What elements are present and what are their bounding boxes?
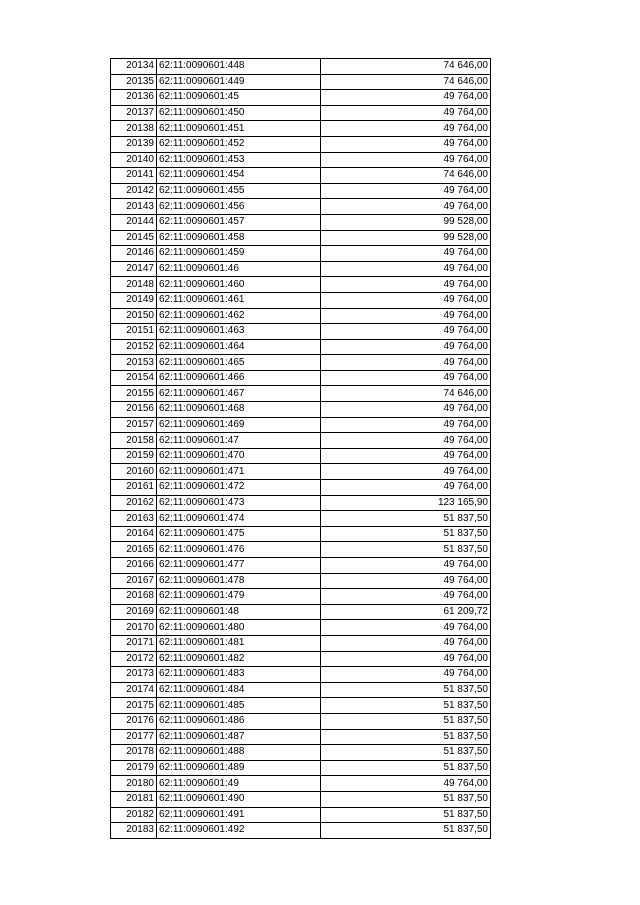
cadastral-number-cell: 62:11:0090601:48	[157, 604, 321, 620]
cadastral-number-cell: 62:11:0090601:481	[157, 635, 321, 651]
cadastral-number-cell: 62:11:0090601:465	[157, 355, 321, 371]
value-cell: 49 764,00	[321, 558, 491, 574]
row-number-cell: 20175	[111, 698, 157, 714]
table-row	[111, 729, 491, 745]
table-row	[111, 807, 491, 823]
table-row	[111, 667, 491, 683]
value-cell: 51 837,50	[321, 682, 491, 698]
value-cell: 49 764,00	[321, 370, 491, 386]
value-cell: 74 646,00	[321, 74, 491, 90]
table-row	[111, 791, 491, 807]
table-row	[111, 183, 491, 199]
value-cell: 51 837,50	[321, 791, 491, 807]
cadastral-number-cell: 62:11:0090601:487	[157, 729, 321, 745]
row-number-cell: 20157	[111, 417, 157, 433]
row-number-cell: 20138	[111, 121, 157, 137]
cadastral-number-cell: 62:11:0090601:478	[157, 573, 321, 589]
value-cell: 49 764,00	[321, 776, 491, 792]
cadastral-value-table	[110, 58, 491, 839]
row-number-cell: 20168	[111, 589, 157, 605]
value-cell: 51 837,50	[321, 729, 491, 745]
table-row	[111, 448, 491, 464]
cadastral-number-cell: 62:11:0090601:468	[157, 402, 321, 418]
value-cell: 61 209,72	[321, 604, 491, 620]
cadastral-number-cell: 62:11:0090601:453	[157, 152, 321, 168]
table-row	[111, 635, 491, 651]
row-number-cell: 20174	[111, 682, 157, 698]
row-number-cell: 20152	[111, 339, 157, 355]
table-row	[111, 589, 491, 605]
cadastral-number-cell: 62:11:0090601:460	[157, 277, 321, 293]
value-cell: 49 764,00	[321, 277, 491, 293]
value-cell: 99 528,00	[321, 230, 491, 246]
table-row	[111, 324, 491, 340]
value-cell: 49 764,00	[321, 183, 491, 199]
row-number-cell: 20139	[111, 136, 157, 152]
row-number-cell: 20169	[111, 604, 157, 620]
row-number-cell: 20134	[111, 59, 157, 75]
table-row	[111, 136, 491, 152]
cadastral-number-cell: 62:11:0090601:463	[157, 324, 321, 340]
table-row	[111, 495, 491, 511]
row-number-cell: 20166	[111, 558, 157, 574]
cadastral-number-cell: 62:11:0090601:47	[157, 433, 321, 449]
table-row	[111, 760, 491, 776]
cadastral-number-cell: 62:11:0090601:473	[157, 495, 321, 511]
value-cell: 51 837,50	[321, 823, 491, 839]
row-number-cell: 20146	[111, 246, 157, 262]
value-cell: 49 764,00	[321, 246, 491, 262]
cadastral-number-cell: 62:11:0090601:455	[157, 183, 321, 199]
table-row	[111, 277, 491, 293]
row-number-cell: 20136	[111, 90, 157, 106]
cadastral-number-cell: 62:11:0090601:474	[157, 511, 321, 527]
cadastral-number-cell: 62:11:0090601:46	[157, 261, 321, 277]
cadastral-number-cell: 62:11:0090601:471	[157, 464, 321, 480]
cadastral-number-cell: 62:11:0090601:472	[157, 480, 321, 496]
row-number-cell: 20135	[111, 74, 157, 90]
table-row	[111, 261, 491, 277]
row-number-cell: 20153	[111, 355, 157, 371]
row-number-cell: 20170	[111, 620, 157, 636]
value-cell: 51 837,50	[321, 713, 491, 729]
cadastral-number-cell: 62:11:0090601:457	[157, 214, 321, 230]
value-cell: 74 646,00	[321, 59, 491, 75]
cadastral-number-cell: 62:11:0090601:450	[157, 105, 321, 121]
table-row	[111, 573, 491, 589]
value-cell: 51 837,50	[321, 760, 491, 776]
row-number-cell: 20164	[111, 526, 157, 542]
value-cell: 49 764,00	[321, 136, 491, 152]
cadastral-number-cell: 62:11:0090601:466	[157, 370, 321, 386]
row-number-cell: 20156	[111, 402, 157, 418]
cadastral-number-cell: 62:11:0090601:491	[157, 807, 321, 823]
row-number-cell: 20140	[111, 152, 157, 168]
value-cell: 49 764,00	[321, 199, 491, 215]
value-cell: 51 837,50	[321, 698, 491, 714]
value-cell: 49 764,00	[321, 620, 491, 636]
cadastral-number-cell: 62:11:0090601:464	[157, 339, 321, 355]
cadastral-number-cell: 62:11:0090601:45	[157, 90, 321, 106]
cadastral-number-cell: 62:11:0090601:492	[157, 823, 321, 839]
row-number-cell: 20167	[111, 573, 157, 589]
cadastral-number-cell: 62:11:0090601:476	[157, 542, 321, 558]
table-row	[111, 246, 491, 262]
value-cell: 49 764,00	[321, 308, 491, 324]
row-number-cell: 20150	[111, 308, 157, 324]
value-cell: 99 528,00	[321, 214, 491, 230]
table-row	[111, 745, 491, 761]
row-number-cell: 20144	[111, 214, 157, 230]
value-cell: 49 764,00	[321, 152, 491, 168]
cadastral-number-cell: 62:11:0090601:461	[157, 292, 321, 308]
table-row	[111, 59, 491, 75]
table-row	[111, 698, 491, 714]
cadastral-number-cell: 62:11:0090601:483	[157, 667, 321, 683]
cadastral-number-cell: 62:11:0090601:482	[157, 651, 321, 667]
row-number-cell: 20165	[111, 542, 157, 558]
value-cell: 51 837,50	[321, 511, 491, 527]
cadastral-number-cell: 62:11:0090601:449	[157, 74, 321, 90]
row-number-cell: 20154	[111, 370, 157, 386]
value-cell: 49 764,00	[321, 589, 491, 605]
table-row	[111, 214, 491, 230]
cadastral-number-cell: 62:11:0090601:470	[157, 448, 321, 464]
row-number-cell: 20162	[111, 495, 157, 511]
value-cell: 49 764,00	[321, 651, 491, 667]
table-row	[111, 90, 491, 106]
cadastral-number-cell: 62:11:0090601:458	[157, 230, 321, 246]
table-row	[111, 823, 491, 839]
cadastral-number-cell: 62:11:0090601:49	[157, 776, 321, 792]
value-cell: 49 764,00	[321, 121, 491, 137]
value-cell: 49 764,00	[321, 433, 491, 449]
table-row	[111, 230, 491, 246]
value-cell: 51 837,50	[321, 745, 491, 761]
row-number-cell: 20180	[111, 776, 157, 792]
row-number-cell: 20179	[111, 760, 157, 776]
table-row	[111, 620, 491, 636]
value-cell: 49 764,00	[321, 355, 491, 371]
row-number-cell: 20183	[111, 823, 157, 839]
row-number-cell: 20145	[111, 230, 157, 246]
row-number-cell: 20177	[111, 729, 157, 745]
value-cell: 49 764,00	[321, 667, 491, 683]
cadastral-number-cell: 62:11:0090601:456	[157, 199, 321, 215]
cadastral-number-cell: 62:11:0090601:489	[157, 760, 321, 776]
value-cell: 74 646,00	[321, 386, 491, 402]
table-row	[111, 776, 491, 792]
row-number-cell: 20182	[111, 807, 157, 823]
row-number-cell: 20161	[111, 480, 157, 496]
row-number-cell: 20173	[111, 667, 157, 683]
value-cell: 49 764,00	[321, 339, 491, 355]
table-row	[111, 464, 491, 480]
table-row	[111, 168, 491, 184]
value-cell: 49 764,00	[321, 90, 491, 106]
row-number-cell: 20141	[111, 168, 157, 184]
cadastral-number-cell: 62:11:0090601:454	[157, 168, 321, 184]
table-row	[111, 402, 491, 418]
row-number-cell: 20137	[111, 105, 157, 121]
table-row	[111, 526, 491, 542]
value-cell: 49 764,00	[321, 261, 491, 277]
cadastral-number-cell: 62:11:0090601:490	[157, 791, 321, 807]
value-cell: 49 764,00	[321, 417, 491, 433]
cadastral-number-cell: 62:11:0090601:479	[157, 589, 321, 605]
row-number-cell: 20171	[111, 635, 157, 651]
table-row	[111, 199, 491, 215]
table-row	[111, 386, 491, 402]
table-row	[111, 121, 491, 137]
value-cell: 49 764,00	[321, 635, 491, 651]
cadastral-number-cell: 62:11:0090601:459	[157, 246, 321, 262]
cadastral-number-cell: 62:11:0090601:452	[157, 136, 321, 152]
table-row	[111, 713, 491, 729]
table-row	[111, 152, 491, 168]
cadastral-number-cell: 62:11:0090601:485	[157, 698, 321, 714]
cadastral-number-cell: 62:11:0090601:480	[157, 620, 321, 636]
row-number-cell: 20149	[111, 292, 157, 308]
cadastral-number-cell: 62:11:0090601:475	[157, 526, 321, 542]
cadastral-number-cell: 62:11:0090601:484	[157, 682, 321, 698]
row-number-cell: 20159	[111, 448, 157, 464]
table-row	[111, 105, 491, 121]
table-row	[111, 558, 491, 574]
row-number-cell: 20143	[111, 199, 157, 215]
cadastral-number-cell: 62:11:0090601:451	[157, 121, 321, 137]
table-row	[111, 480, 491, 496]
value-cell: 51 837,50	[321, 542, 491, 558]
table-row	[111, 370, 491, 386]
value-cell: 49 764,00	[321, 448, 491, 464]
value-cell: 49 764,00	[321, 292, 491, 308]
row-number-cell: 20181	[111, 791, 157, 807]
value-cell: 74 646,00	[321, 168, 491, 184]
table-row	[111, 682, 491, 698]
table-row	[111, 308, 491, 324]
value-cell: 49 764,00	[321, 402, 491, 418]
cadastral-number-cell: 62:11:0090601:467	[157, 386, 321, 402]
table-row	[111, 292, 491, 308]
value-cell: 49 764,00	[321, 573, 491, 589]
row-number-cell: 20160	[111, 464, 157, 480]
table-row	[111, 355, 491, 371]
row-number-cell: 20158	[111, 433, 157, 449]
table-row	[111, 339, 491, 355]
row-number-cell: 20176	[111, 713, 157, 729]
table-row	[111, 417, 491, 433]
cadastral-number-cell: 62:11:0090601:448	[157, 59, 321, 75]
value-cell: 49 764,00	[321, 105, 491, 121]
table-row	[111, 433, 491, 449]
value-cell: 49 764,00	[321, 324, 491, 340]
row-number-cell: 20172	[111, 651, 157, 667]
row-number-cell: 20147	[111, 261, 157, 277]
cadastral-number-cell: 62:11:0090601:469	[157, 417, 321, 433]
cadastral-number-cell: 62:11:0090601:488	[157, 745, 321, 761]
row-number-cell: 20151	[111, 324, 157, 340]
row-number-cell: 20178	[111, 745, 157, 761]
table-row	[111, 651, 491, 667]
cadastral-number-cell: 62:11:0090601:477	[157, 558, 321, 574]
row-number-cell: 20148	[111, 277, 157, 293]
value-cell: 49 764,00	[321, 480, 491, 496]
cadastral-number-cell: 62:11:0090601:486	[157, 713, 321, 729]
row-number-cell: 20142	[111, 183, 157, 199]
value-cell: 51 837,50	[321, 807, 491, 823]
row-number-cell: 20155	[111, 386, 157, 402]
value-cell: 49 764,00	[321, 464, 491, 480]
table-body	[111, 59, 491, 839]
cadastral-number-cell: 62:11:0090601:462	[157, 308, 321, 324]
table-row	[111, 74, 491, 90]
value-cell: 51 837,50	[321, 526, 491, 542]
table-row	[111, 511, 491, 527]
value-cell: 123 165,90	[321, 495, 491, 511]
table-row	[111, 542, 491, 558]
table-row	[111, 604, 491, 620]
row-number-cell: 20163	[111, 511, 157, 527]
